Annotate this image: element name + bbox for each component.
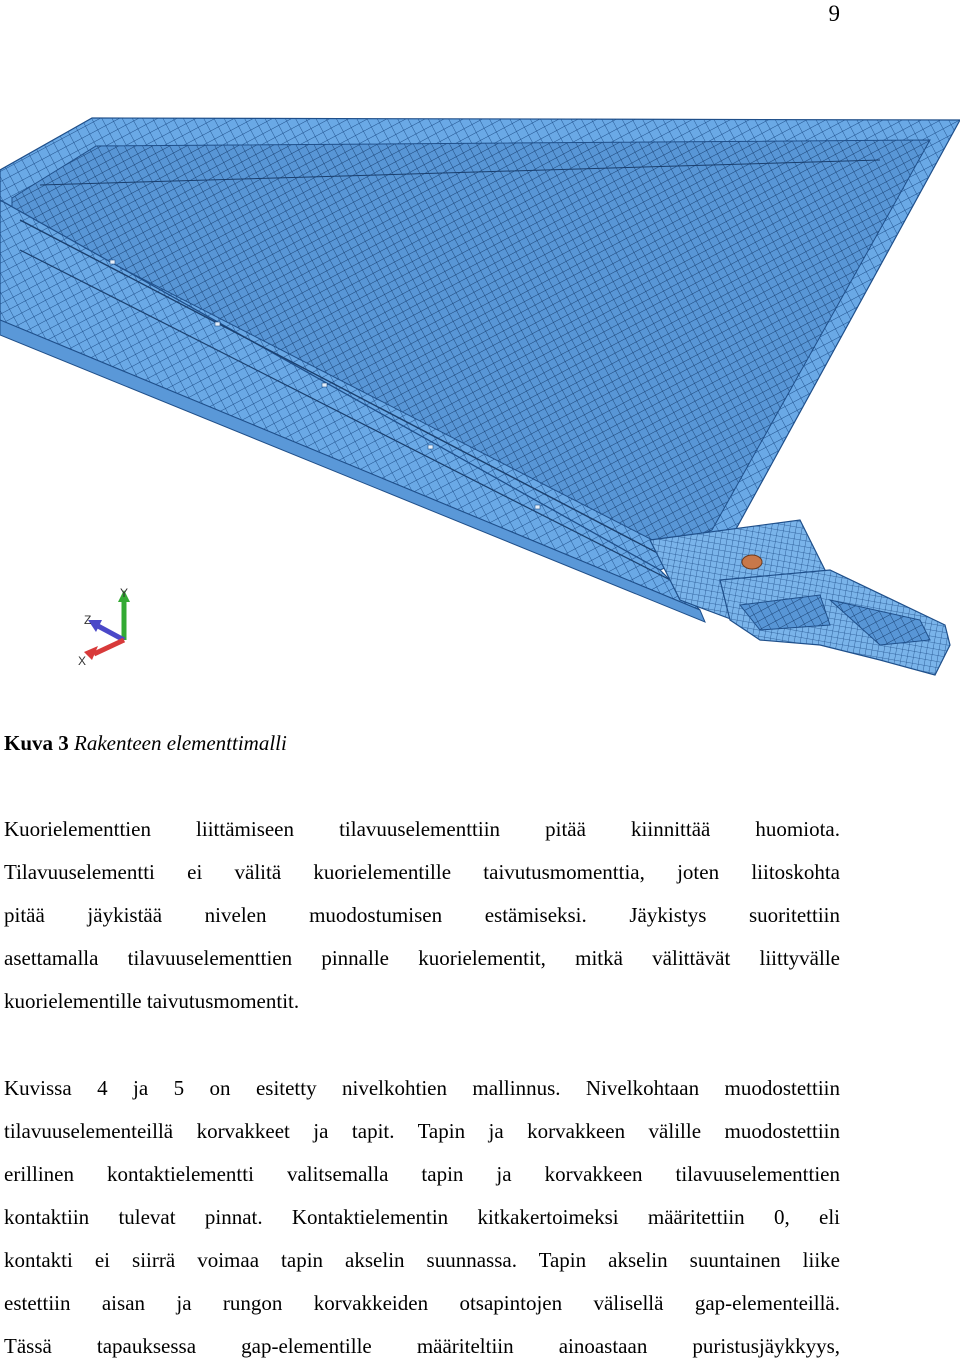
paragraph-line: Tässä tapauksessa gap-elementille määriteltiin ainoastaan puristusjäykkyys, [4,1334,840,1358]
page-number: 9 [828,1,840,26]
paragraph-line: Tilavuuselementti ei välitä kuorielementille taivutusmomenttia, joten liitoskohta [4,860,840,884]
paragraph-line: asettamalla tilavuuselementtien pinnalle kuorielementit, mitkä välittävät liittyvälle [4,946,840,970]
axis-z-label: Z [84,613,92,627]
paragraph-line: estettiin aisan ja rungon korvakkeiden otsapintojen välisellä gap-elementeillä. [4,1291,840,1315]
paragraph-line: kuorielementille taivutusmomentit. [4,989,300,1013]
paragraph-1 [4,808,840,1023]
paragraph-2 [4,1067,840,1368]
caption-title: Rakenteen elementtimalli [74,731,287,755]
axis-x-label: X [78,654,87,668]
paragraph-line: Kuorielementtien liittämiseen tilavuuselementtiin pitää kiinnittää huomiota. [4,817,840,841]
fem-mesh-illustration [0,100,960,700]
paragraph-line: Kuvissa 4 ja 5 on esitetty nivelkohtien mallinnus. Nivelkohtaan muodostettiin [4,1076,840,1100]
hinge-pin [742,555,762,569]
paragraph-line: erillinen kontaktielementti valitsemalla tapin ja korvakkeen tilavuuselementtien [4,1162,840,1186]
figure-caption [4,728,287,758]
paragraph-line: tilavuuselementeillä korvakkeet ja tapit. Tapin ja korvakkeen välille muodostettiin [4,1119,840,1143]
paragraph-line: pitää jäykistää nivelen muodostumisen estämiseksi. Jäykistys suoritettiin [4,903,840,927]
paragraph-line: kontaktiin tulevat pinnat. Kontaktielementin kitkakertoimeksi määritettiin 0, eli [4,1205,840,1229]
caption-label: Kuva 3 [4,731,69,755]
paragraph-line: kontakti ei siirrä voimaa tapin akselin suunnassa. Tapin akselin suuntainen liike [4,1248,840,1272]
fem-mesh-figure [0,100,960,700]
axis-y-label: Y [120,586,129,600]
